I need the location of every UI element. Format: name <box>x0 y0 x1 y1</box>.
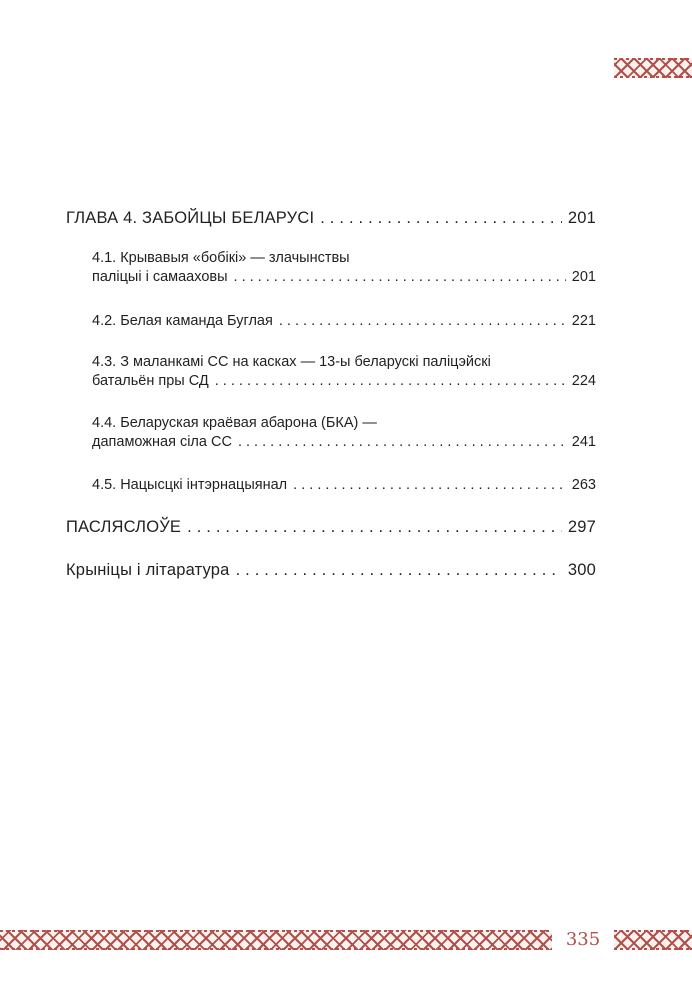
toc-entry-page: 224 <box>571 373 596 389</box>
toc-entry-page: 201 <box>567 209 596 227</box>
ornament-top <box>614 58 692 78</box>
toc-entry-title: ГЛАВА 4. ЗАБОЙЦЫ БЕЛАРУСІ <box>66 209 315 227</box>
toc-sources[interactable] <box>66 561 596 580</box>
toc-entry-page: 263 <box>571 477 596 493</box>
toc-entry-title: 4.5. Нацысцкі інтэрнацыянал <box>92 477 288 493</box>
ornament-bottom-right <box>614 930 692 950</box>
toc-section-4-3-line1[interactable]: 4.3. З маланкамі СС на касках — 13-ы беларускі паліцэйскі <box>92 354 491 370</box>
toc-entry-title: дапаможная сіла СС <box>92 434 232 450</box>
dot-leader <box>279 313 566 329</box>
toc-section-4-4[interactable] <box>92 434 596 450</box>
dot-leader <box>238 434 566 450</box>
dot-leader <box>320 209 562 228</box>
toc-section-4-2[interactable] <box>92 313 596 329</box>
toc-section-4-3[interactable] <box>92 373 596 389</box>
dot-leader <box>236 561 562 580</box>
toc-section-4-4-line1[interactable]: 4.4. Беларуская краёвая абарона (БКА) — <box>92 415 377 431</box>
toc-section-4-1-line1[interactable]: 4.1. Крывавыя «бобікі» — злачынствы <box>92 250 350 266</box>
toc-entry-page: 201 <box>571 269 596 285</box>
toc-entry-title: паліцыі і самааховы <box>92 269 228 285</box>
toc-entry-title: ПАСЛЯСЛОЎЕ <box>66 518 182 536</box>
toc-entry-page: 297 <box>567 518 596 536</box>
toc-entry-title: Крыніцы і літаратура <box>66 561 230 579</box>
toc-entry-title: 4.2. Белая каманда Буглая <box>92 313 273 329</box>
toc-entry-page: 241 <box>571 434 596 450</box>
dot-leader <box>234 269 566 285</box>
toc-afterword[interactable] <box>66 518 596 537</box>
toc-section-4-1[interactable] <box>92 269 596 285</box>
toc-entry-page: 221 <box>571 313 596 329</box>
page-number: 335 <box>565 929 601 950</box>
dot-leader <box>187 518 562 537</box>
toc-entry-title: батальён пры СД <box>92 373 209 389</box>
toc-chapter-4[interactable] <box>66 209 596 228</box>
dot-leader <box>215 373 566 389</box>
toc-entry-page: 300 <box>567 561 596 579</box>
ornament-bottom-left <box>0 930 552 950</box>
toc-section-4-5[interactable] <box>92 477 596 493</box>
dot-leader <box>293 477 566 493</box>
